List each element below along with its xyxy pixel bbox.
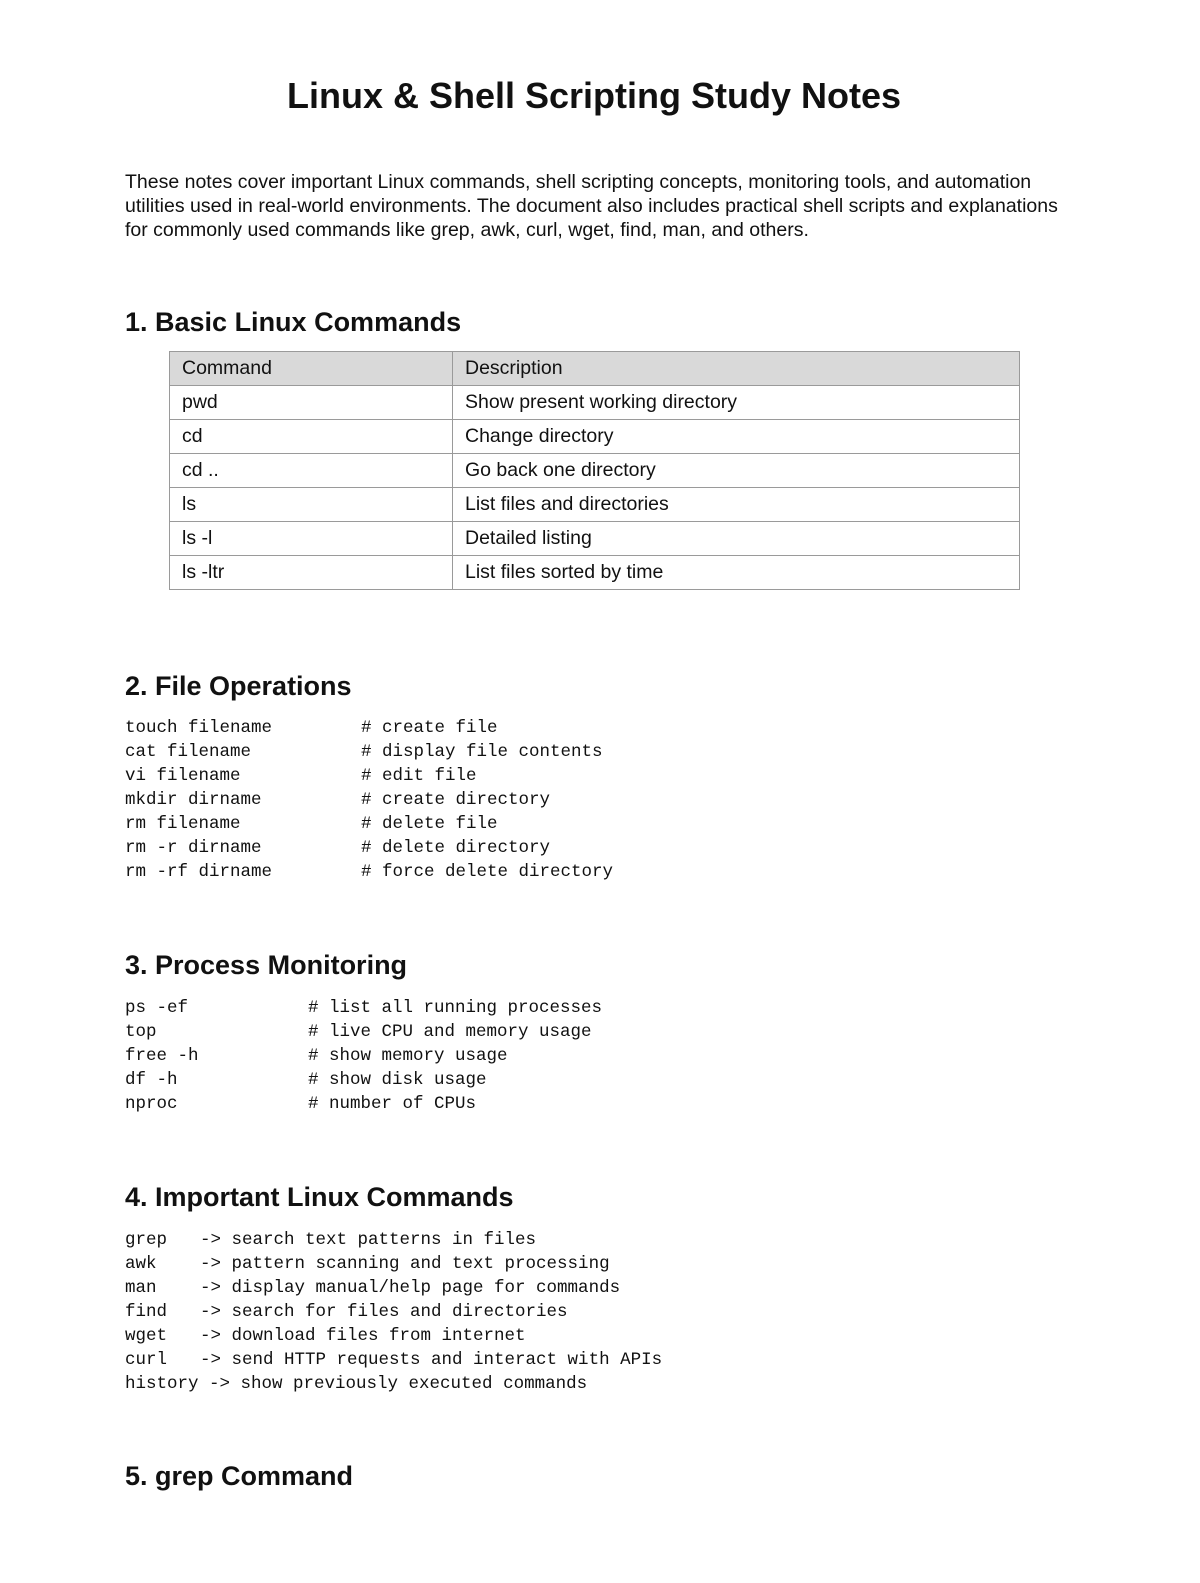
basic-commands-table bbox=[169, 351, 1020, 590]
code-comment: # number of CPUs bbox=[308, 1094, 477, 1114]
command-cell: ls bbox=[170, 488, 453, 522]
code-command: rm filename bbox=[125, 814, 241, 834]
section-heading-grep-command: 5. grep Command bbox=[125, 1461, 354, 1491]
code-command: vi filename bbox=[125, 766, 241, 786]
column-header-description: Description bbox=[453, 352, 1020, 386]
code-comment: # live CPU and memory usage bbox=[308, 1022, 592, 1042]
code-line bbox=[125, 1300, 662, 1324]
code-explanation: -> search text patterns in files bbox=[200, 1230, 537, 1250]
description-cell: Change directory bbox=[453, 420, 1020, 454]
code-comment: # create directory bbox=[361, 790, 551, 810]
code-comment: # show disk usage bbox=[308, 1070, 487, 1090]
page-title: Linux & Shell Scripting Study Notes bbox=[286, 75, 902, 116]
code-command: top bbox=[125, 1022, 157, 1042]
table-row bbox=[170, 454, 1020, 488]
code-line bbox=[125, 1276, 662, 1300]
code-explanation: -> pattern scanning and text processing bbox=[200, 1254, 610, 1274]
code-comment: # force delete directory bbox=[361, 862, 614, 882]
code-line bbox=[125, 1068, 602, 1092]
code-command: ps -ef bbox=[125, 998, 189, 1018]
code-line bbox=[125, 1372, 662, 1396]
code-command: cat filename bbox=[125, 742, 252, 762]
code-line bbox=[125, 1044, 602, 1068]
code-explanation: -> search for files and directories bbox=[200, 1302, 568, 1322]
section-heading-important-commands: 4. Important Linux Commands bbox=[125, 1182, 514, 1212]
code-line bbox=[125, 716, 613, 740]
code-line bbox=[125, 1020, 602, 1044]
code-line bbox=[125, 996, 602, 1020]
command-cell: ls -ltr bbox=[170, 556, 453, 590]
command-cell: pwd bbox=[170, 386, 453, 420]
code-explanation: -> download files from internet bbox=[200, 1326, 526, 1346]
code-command: free -h bbox=[125, 1046, 199, 1066]
command-cell: cd bbox=[170, 420, 453, 454]
important-commands-code-block bbox=[125, 1228, 662, 1396]
code-line bbox=[125, 740, 613, 764]
code-comment: # display file contents bbox=[361, 742, 603, 762]
code-command: grep bbox=[125, 1230, 168, 1250]
code-command: rm -r dirname bbox=[125, 838, 262, 858]
section-heading-process-monitoring: 3. Process Monitoring bbox=[125, 950, 408, 980]
command-cell: ls -l bbox=[170, 522, 453, 556]
code-comment: # show memory usage bbox=[308, 1046, 508, 1066]
file-operations-code-block bbox=[125, 716, 613, 884]
column-header-command: Command bbox=[170, 352, 453, 386]
code-line bbox=[125, 1252, 662, 1276]
code-explanation: -> show previously executed commands bbox=[198, 1374, 588, 1394]
description-cell: List files sorted by time bbox=[453, 556, 1020, 590]
table-header-row bbox=[170, 352, 1020, 386]
code-command: touch filename bbox=[125, 718, 273, 738]
section-heading-file-operations: 2. File Operations bbox=[125, 671, 352, 701]
code-explanation: -> send HTTP requests and interact with APIs bbox=[200, 1350, 663, 1370]
description-cell: List files and directories bbox=[453, 488, 1020, 522]
command-cell: cd .. bbox=[170, 454, 453, 488]
code-command: history bbox=[125, 1374, 199, 1394]
code-comment: # edit file bbox=[361, 766, 477, 786]
intro-paragraph: These notes cover important Linux commands, shell scripting concepts, monitoring tools, and automation utilities used in real-world environments. The document also includes practical shell scripts and explanations for commonly used commands like grep, awk, curl, wget, find, man, and others. bbox=[125, 171, 1058, 241]
code-comment: # delete directory bbox=[361, 838, 551, 858]
code-line bbox=[125, 788, 613, 812]
code-line bbox=[125, 1092, 602, 1116]
description-cell: Detailed listing bbox=[453, 522, 1020, 556]
table-row bbox=[170, 556, 1020, 590]
code-line bbox=[125, 836, 613, 860]
code-line bbox=[125, 1324, 662, 1348]
table-row bbox=[170, 488, 1020, 522]
code-command: nproc bbox=[125, 1094, 178, 1114]
code-command: man bbox=[125, 1278, 157, 1298]
code-line bbox=[125, 812, 613, 836]
code-command: find bbox=[125, 1302, 168, 1322]
table-row bbox=[170, 420, 1020, 454]
code-line bbox=[125, 764, 613, 788]
description-cell: Go back one directory bbox=[453, 454, 1020, 488]
code-command: df -h bbox=[125, 1070, 178, 1090]
description-cell: Show present working directory bbox=[453, 386, 1020, 420]
code-comment: # delete file bbox=[361, 814, 498, 834]
code-command: awk bbox=[125, 1254, 157, 1274]
code-command: wget bbox=[125, 1326, 168, 1346]
code-comment: # create file bbox=[361, 718, 498, 738]
code-line bbox=[125, 1348, 662, 1372]
code-explanation: -> display manual/help page for commands bbox=[200, 1278, 621, 1298]
code-comment: # list all running processes bbox=[308, 998, 603, 1018]
process-monitoring-code-block bbox=[125, 996, 602, 1116]
section-heading-basic-commands: 1. Basic Linux Commands bbox=[125, 307, 462, 337]
table-row bbox=[170, 386, 1020, 420]
code-command: mkdir dirname bbox=[125, 790, 262, 810]
code-command: rm -rf dirname bbox=[125, 862, 273, 882]
code-line bbox=[125, 1228, 662, 1252]
code-command: curl bbox=[125, 1350, 168, 1370]
table-row bbox=[170, 522, 1020, 556]
code-line bbox=[125, 860, 613, 884]
